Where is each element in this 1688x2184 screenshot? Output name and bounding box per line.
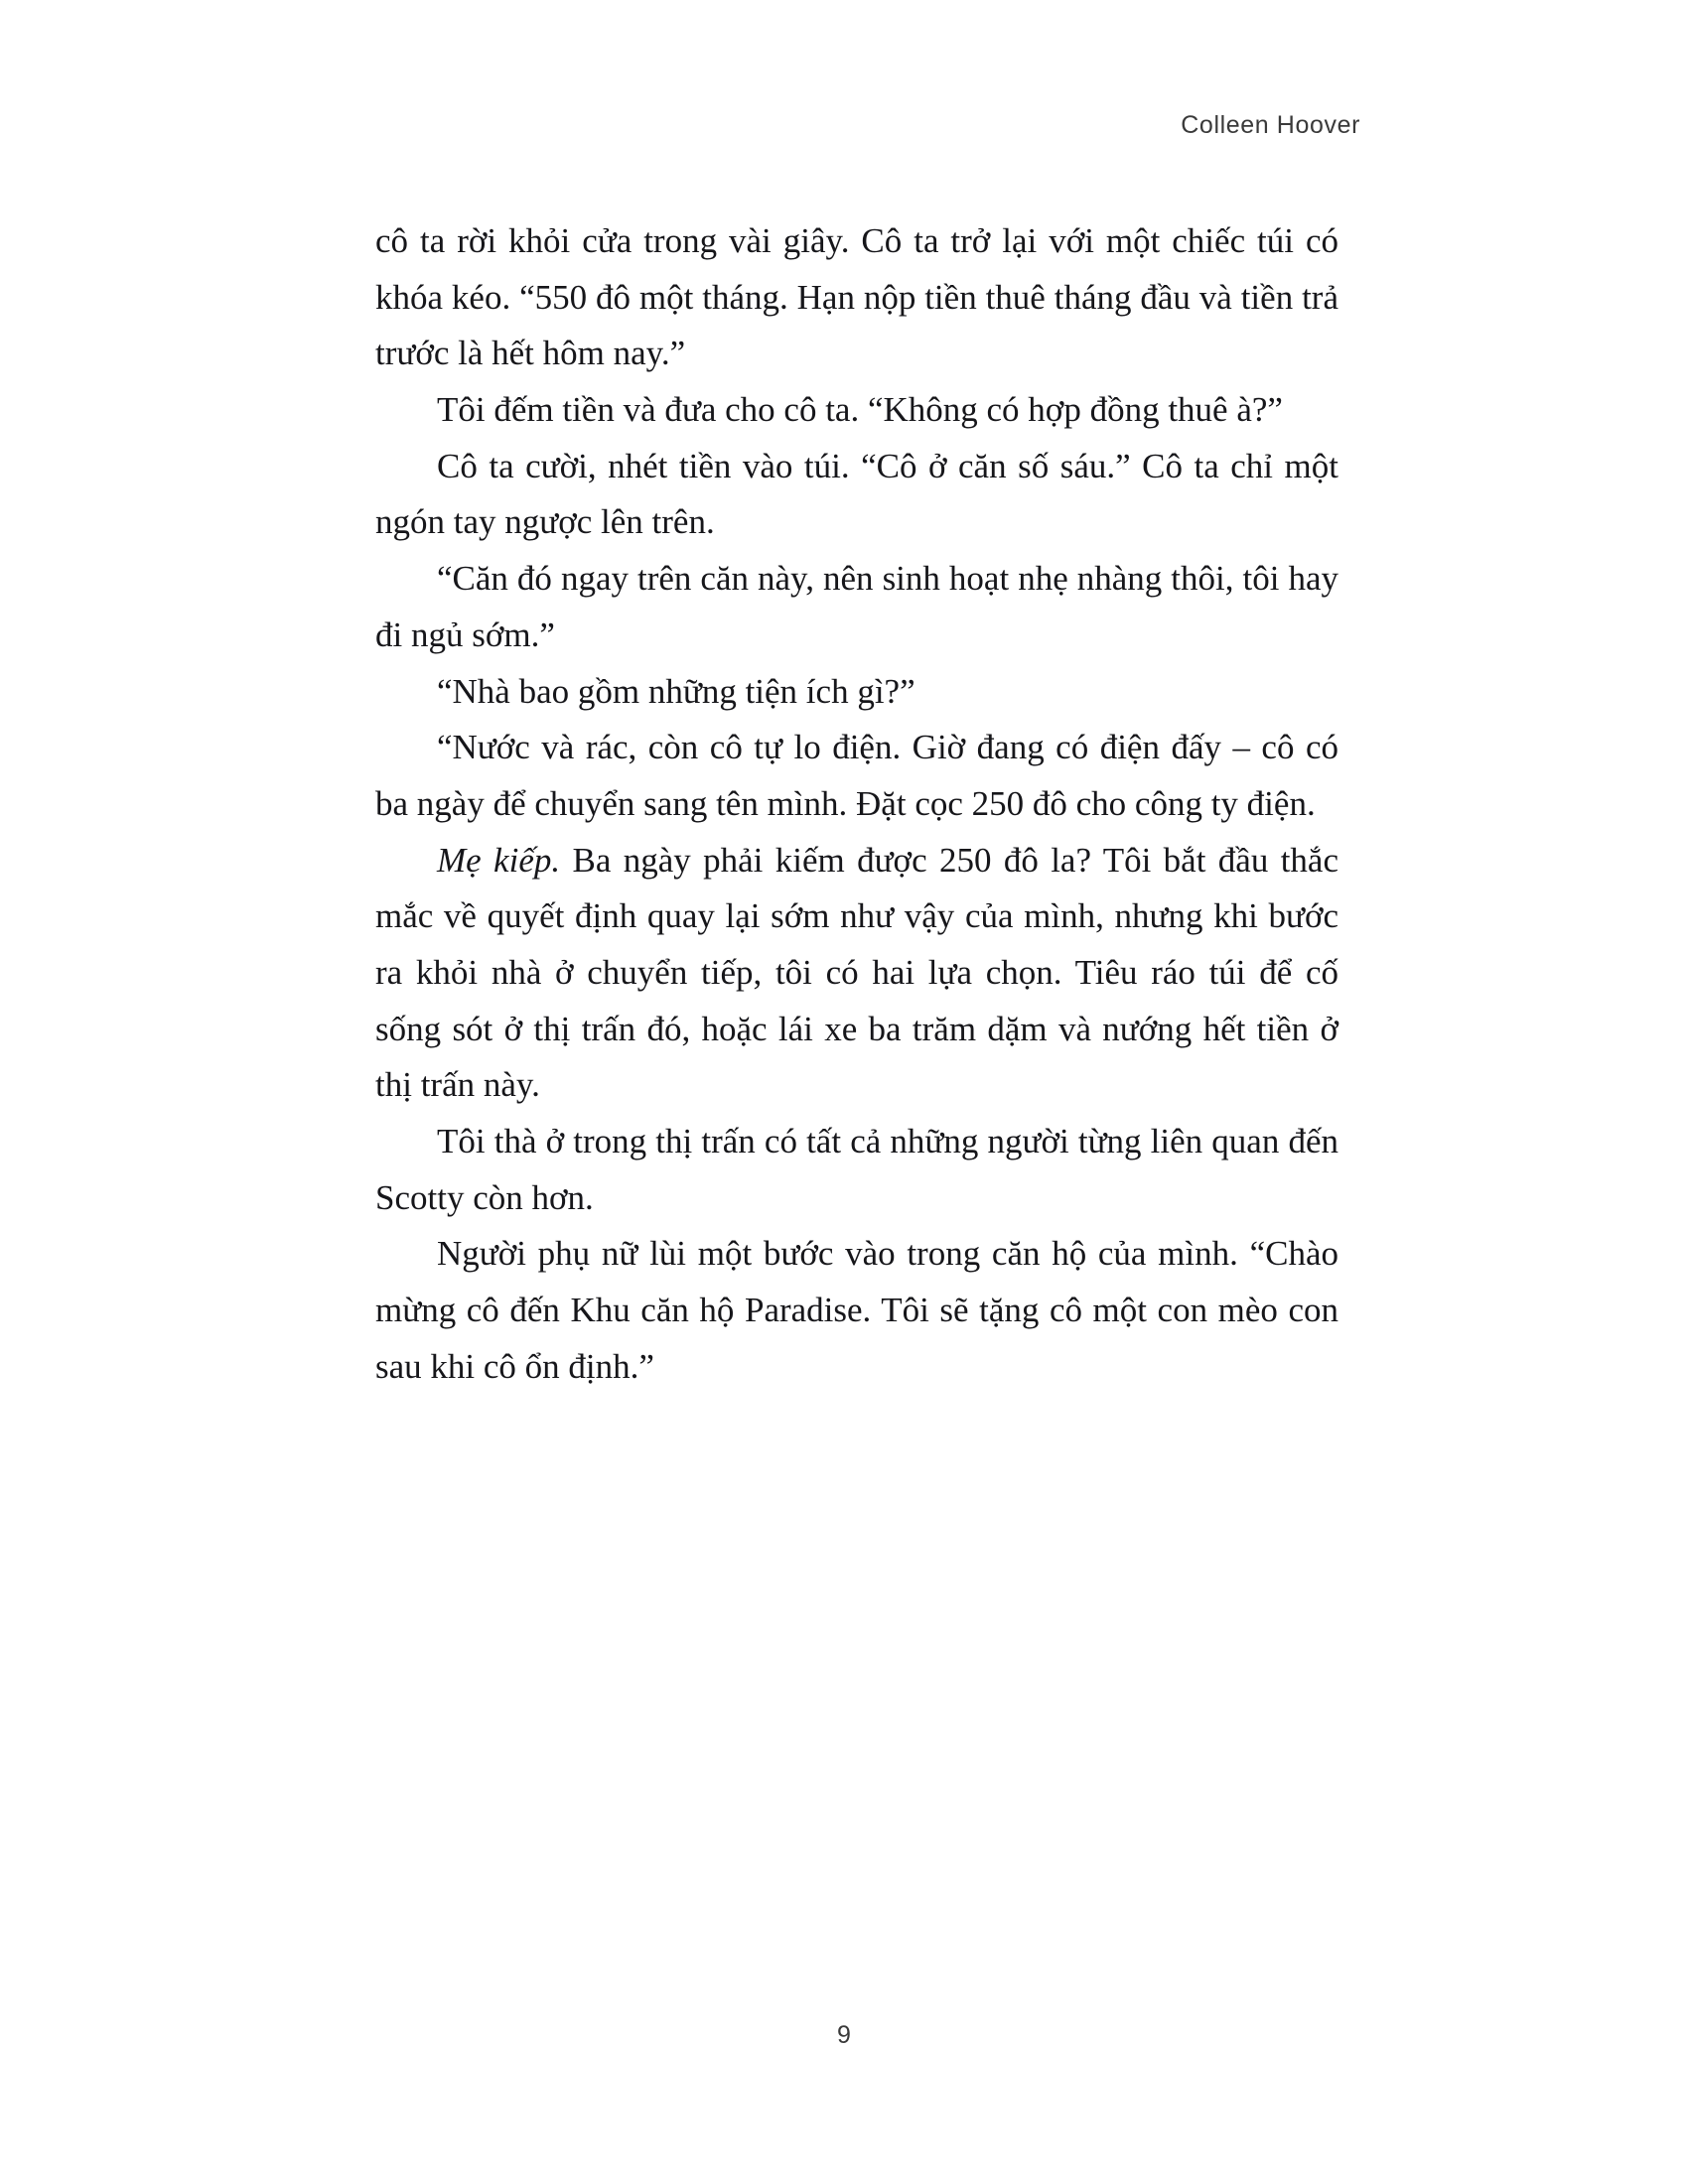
paragraph-text: “Nhà bao gồm những tiện ích gì?” [437,671,915,711]
paragraph-text: Tôi thà ở trong thị trấn có tất cả những người từng liên quan đến Scotty còn hơn. [375,1122,1338,1217]
paragraph [375,1226,1338,1395]
paragraph [375,1114,1338,1226]
paragraph-text: Ba ngày phải kiếm được 250 đô la? Tôi bắt đầu thắc mắc về quyết định quay lại sớm như vậy của mình, nhưng khi bước ra khỏi nhà ở chuyển tiếp, tôi có hai lựa chọn. Tiêu ráo túi để cố sống sót ở thị trấn đó, hoặc lái xe ba trăm dặm và nướng hết tiền ở thị trấn này. [375,840,1338,1105]
paragraph [375,382,1338,439]
paragraph-text: cô ta rời khỏi cửa trong vài giây. Cô ta trở lại với một chiếc túi có khóa kéo. “550 đô một tháng. Hạn nộp tiền thuê tháng đầu và tiền trả trước là hết hôm nay.” [375,221,1338,373]
paragraph-text: “Nước và rác, còn cô tự lo điện. Giờ đang có điện đấy – cô có ba ngày để chuyển sang tên mình. Đặt cọc 250 đô cho công ty điện. [375,728,1338,823]
emphasis-text: Mẹ kiếp. [437,840,561,880]
paragraph-text: Tôi đếm tiền và đưa cho cô ta. “Không có hợp đồng thuê à?” [437,390,1283,430]
paragraph-text: “Căn đó ngay trên căn này, nên sinh hoạt nhẹ nhàng thôi, tôi hay đi ngủ sớm.” [375,559,1338,654]
paragraph-text: Cô ta cười, nhét tiền vào túi. “Cô ở căn số sáu.” Cô ta chỉ một ngón tay ngược lên trên. [375,446,1338,542]
paragraph-text: Người phụ nữ lùi một bước vào trong căn hộ của mình. “Chào mừng cô đến Khu căn hộ Paradise. Tôi sẽ tặng cô một con mèo con sau khi cô ổn định.” [375,1234,1338,1386]
paragraph [375,664,1338,721]
paragraph [375,833,1338,1114]
paragraph [375,551,1338,663]
paragraph [375,720,1338,832]
page-number: 9 [837,2021,851,2049]
paragraph [375,213,1338,382]
body-text [375,213,1338,1395]
paragraph [375,439,1338,551]
running-head-author: Colleen Hoover [1181,111,1360,139]
